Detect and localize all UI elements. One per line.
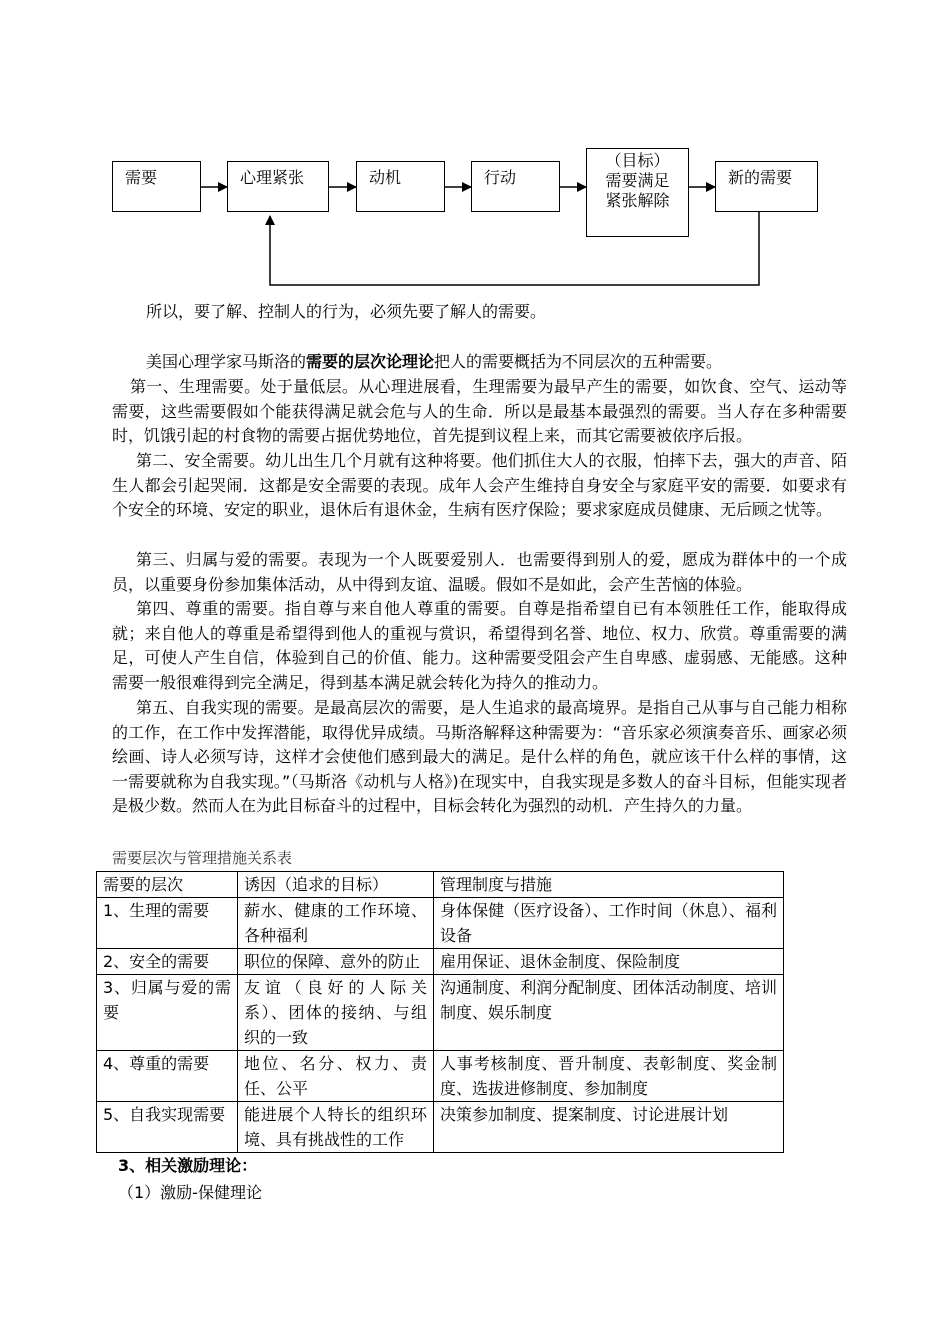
- paragraph-summary: [112, 300, 847, 325]
- box-action: [471, 161, 560, 212]
- paragraph-maslow-intro: [112, 350, 847, 375]
- table-row: [97, 949, 784, 975]
- maslow-intro-pre: 美国心理学家马斯洛的: [146, 352, 307, 371]
- table-cell: 雇用保证、退休金制度、保险制度: [434, 949, 784, 975]
- table-caption: 需要层次与管理措施关系表: [112, 849, 293, 867]
- table-row: [97, 975, 784, 1051]
- table-cell: 4、尊重的需要: [97, 1051, 238, 1102]
- table-cell: 友谊（良好的人际关系）、团体的接纳、与组织的一致: [238, 975, 434, 1051]
- table-cell: 1、生理的需要: [97, 898, 238, 949]
- table-cell: 2、安全的需要: [97, 949, 238, 975]
- box-goal-line1: （目标）: [605, 151, 670, 170]
- table-row: [97, 898, 784, 949]
- box-tension: [227, 161, 329, 212]
- table-cell: 职位的保障、意外的防止: [238, 949, 434, 975]
- box-need-label: 需要: [125, 168, 158, 187]
- flow-diagram-connectors: [0, 0, 950, 300]
- table-header-cell: 管理制度与措施: [434, 872, 784, 898]
- box-goal-line2: 需要满足: [605, 171, 670, 190]
- table-cell: 薪水、健康的工作环境、各种福利: [238, 898, 434, 949]
- paragraph-physiological: 第一、生理需要。处于量低层。从心理进展看，生理需要为最早产生的需要，如饮食、空气、运动等需要，这些需要假如个能获得满足就会危与人的生命．所以是最基本最强烈的需要。当人存在多种需要时，饥饿引起的村食物的需要占据优势地位，首先提到议程上来，而其它需要被依序后报。: [112, 377, 847, 446]
- table-cell: 能进展个人特长的组织环境、具有挑战性的工作: [238, 1102, 434, 1153]
- box-motive: [356, 161, 445, 212]
- table-header-cell: 需要的层次: [97, 872, 238, 898]
- box-action-label: 行动: [484, 168, 517, 187]
- table-row: [97, 1102, 784, 1153]
- paragraph-belonging: 第三、归属与爱的需要。表现为一个人既要爱别人．也需要得到别人的爱，愿成为群体中的一个成员，以重要身份参加集体活动，从中得到友谊、温暖。假如不是如此，会产生苦恼的体验。: [112, 550, 847, 594]
- needs-management-table: [96, 871, 784, 1153]
- box-new-need-label: 新的需要: [728, 168, 793, 187]
- box-goal: [586, 148, 689, 237]
- box-new-need: [715, 161, 818, 212]
- table-cell: 3、归属与爱的需要: [97, 975, 238, 1051]
- paragraph-self-actualization: 第五、自我实现的需要。是最高层次的需要，是人生追求的最高境界。是指自己从事与自己能力相称的工作，在工作中发挥潜能，取得优异成绩。马斯洛解释这种需要为：“音乐家必须演奏音乐、画家必须绘画、诗人必须写诗，这样才会使他们感到最大的满足。是什么样的角色，就应该干什么样的事情，这一需要就称为自我实现。”（马斯洛《动机与人格》)在现实中，自我实现是多数人的奋斗目标，但能实现者是极少数。然而人在为此目标奋斗的过程中，目标会转化为强烈的动机．产生持久的力量。: [112, 698, 847, 816]
- box-motive-label: 动机: [369, 168, 402, 187]
- box-goal-line3: 紧张解除: [605, 191, 670, 210]
- paragraph-summary-text: 所以，要了解、控制人的行为，必须先要了解人的需要。: [146, 302, 547, 321]
- table-cell: 人事考核制度、晋升制度、表彰制度、奖金制度、选拔进修制度、参加制度: [434, 1051, 784, 1102]
- table-cell: 沟通制度、利润分配制度、团体活动制度、培训制度、娱乐制度: [434, 975, 784, 1051]
- box-need: [112, 161, 201, 212]
- section-heading: 3、相关激励理论：: [118, 1156, 258, 1175]
- table-cell: 5、自我实现需要: [97, 1102, 238, 1153]
- table-row: [97, 1051, 784, 1102]
- maslow-intro-post: 把人的需要概括为不同层次的五种需要。: [434, 352, 723, 371]
- maslow-theory-name: 需要的层次论理论: [306, 352, 435, 371]
- table-header-row: [97, 872, 784, 898]
- box-tension-label: 心理紧张: [240, 168, 305, 187]
- table-cell: 地位、名分、权力、责任、公平: [238, 1051, 434, 1102]
- paragraph-esteem: 第四、尊重的需要。指自尊与来自他人尊重的需要。自尊是指希望自已有本领胜任工作，能取得成就；来自他人的尊重是希望得到他人的重视与赏识，希望得到名誉、地位、权力、欣赏。尊重需要的满足，可使人产生自信，体验到自己的价值、能力。这种需要受阻会产生自卑感、虚弱感、无能感。这种需要一般很难得到完全满足，得到基本满足就会转化为持久的推动力。: [112, 599, 847, 692]
- paragraph-safety: 第二、安全需要。幼儿出生几个月就有这种将要。他们抓住大人的衣服，怕摔下去，强大的声音、陌生人都会引起哭闹．这都是安全需要的表现。成年人会产生维持自身安全与家庭平安的需要．如要求有个安全的环境、安定的职业，退休后有退休金，生病有医疗保险；要求家庭成员健康、无后顾之忧等。: [112, 451, 847, 520]
- table-cell: 决策参加制度、提案制度、讨论进展计划: [434, 1102, 784, 1153]
- subsection-heading: （1）激励-保健理论: [118, 1183, 262, 1202]
- table-header-cell: 诱因（追求的目标）: [238, 872, 434, 898]
- table-cell: 身体保健（医疗设备）、工作时间（休息）、福利设备: [434, 898, 784, 949]
